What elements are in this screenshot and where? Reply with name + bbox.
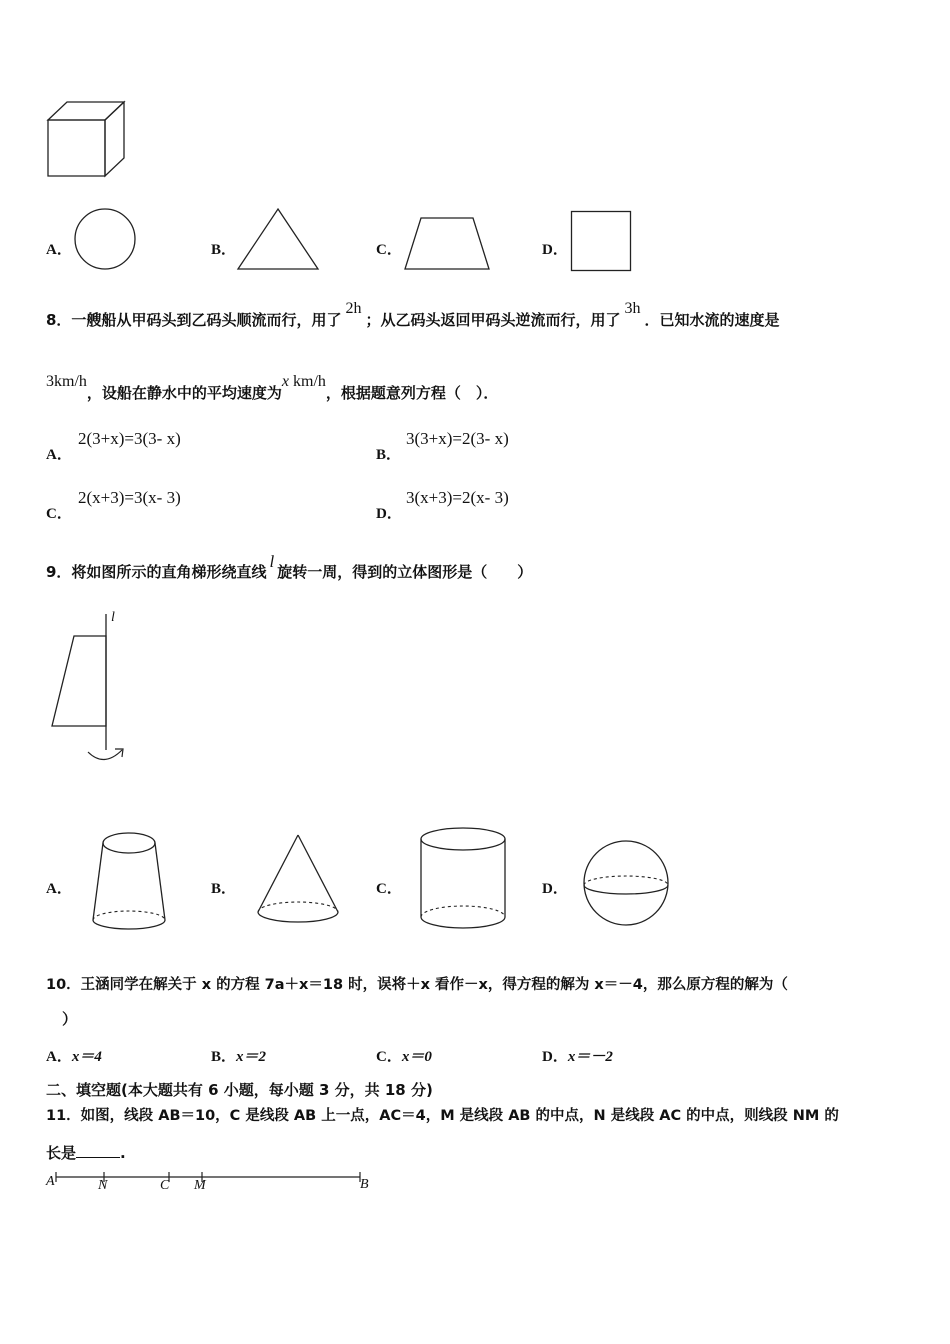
q10-option-b[interactable] (211, 1045, 266, 1066)
q11-question: 11．如图，线段 AB＝10，C 是线段 AB 上一点，AC＝4，M 是线段 AB 的中点，N 是线段 AC 的中点，则线段 NM 的 (46, 1108, 839, 1124)
q11-question-line2 (46, 1142, 126, 1163)
q9-option-c-label[interactable]: C． (376, 881, 402, 897)
q8-water-speed: 3km/h (46, 373, 87, 390)
q9-line-var: l (269, 552, 275, 571)
q8-option-a-label[interactable]: A． (46, 447, 72, 463)
q8-var-unit: km/h (293, 373, 326, 390)
cone-shape[interactable] (254, 832, 344, 928)
q8-option-a-expr[interactable]: 2(3+x)=3(3- x) (78, 429, 181, 448)
q10-option-c-label: C． (376, 1049, 402, 1065)
q10-option-c[interactable] (376, 1045, 432, 1066)
q8-text-part2: ；从乙码头返回甲码头逆流而行，用了 (365, 311, 621, 329)
q9-question (46, 552, 533, 582)
q8-option-d-label[interactable]: D． (376, 506, 402, 522)
q8-var-x: x (281, 373, 290, 390)
cube-figure (45, 98, 127, 180)
q9-option-d-label[interactable]: D． (542, 881, 568, 897)
q8-text-part5: ，根据题意列方程（ ）． (325, 384, 499, 402)
q10-option-d[interactable] (542, 1045, 613, 1066)
q8-text-part1: 8．一艘船从甲码头到乙码头顺流而行，用了 (46, 311, 342, 329)
q8-question (46, 300, 780, 330)
q8-text-part4: ，设船在静水中的平均速度为 (86, 384, 282, 402)
q9-text-part2: 旋转一周，得到的立体图形是（ ） (277, 563, 533, 581)
q10-option-a[interactable] (46, 1045, 102, 1066)
circle-shape[interactable] (74, 207, 138, 271)
right-trapezoid-figure (46, 610, 136, 770)
q10-option-d-value: x＝－2 (567, 1049, 613, 1065)
q8-option-b-label[interactable]: B． (376, 447, 402, 463)
q8-option-c-expr[interactable]: 2(x+3)=3(x- 3) (78, 488, 181, 507)
trapezoid-shape[interactable] (403, 215, 491, 273)
point-m-label: M (194, 1178, 206, 1193)
sphere-shape[interactable] (582, 838, 674, 930)
q8-option-d-expr[interactable]: 3(x+3)=2(x- 3) (406, 488, 509, 507)
point-a-label: A (46, 1174, 55, 1189)
segment-figure (46, 1168, 376, 1198)
section-title: 二、填空题(本大题共有 6 小题，每小题 3 分，共 18 分) (46, 1081, 433, 1099)
q7-option-d-label[interactable]: D． (542, 242, 568, 258)
q8-time2: 3h (624, 300, 641, 317)
q10-option-c-value: x＝0 (401, 1049, 432, 1065)
q10-question: 10．王涵同学在解关于 x 的方程 7a＋x＝18 时，误将＋x 看作－x，得方程的解为 x＝－4，那么原方程的解为（ (46, 977, 788, 993)
point-n-label: N (98, 1178, 108, 1193)
q10-option-a-value: x＝4 (71, 1049, 102, 1065)
q10-option-b-label: B． (211, 1049, 237, 1065)
q7-option-b-label[interactable]: B． (211, 242, 237, 258)
q10-question-line2: ） (62, 1010, 78, 1028)
q9-axis-label: l (111, 610, 115, 625)
q7-option-c-label[interactable]: C． (376, 242, 402, 258)
q7-option-a-label[interactable]: A． (46, 242, 72, 258)
point-b-label: B (360, 1177, 369, 1192)
frustum-shape[interactable] (90, 830, 170, 940)
point-c-label: C (160, 1178, 170, 1193)
q10-option-a-label: A． (46, 1049, 72, 1065)
q10-option-d-label: D． (542, 1049, 568, 1065)
square-shape[interactable] (570, 210, 634, 274)
q8-question-line2 (46, 373, 499, 403)
q11-text-end: . (120, 1144, 126, 1162)
q11-text-prefix: 长是 (46, 1144, 77, 1162)
answer-blank[interactable] (76, 1145, 120, 1158)
q9-option-b-label[interactable]: B． (211, 881, 237, 897)
q9-text-part1: 9．将如图所示的直角梯形绕直线 (46, 563, 267, 581)
q8-option-c-label[interactable]: C． (46, 506, 72, 522)
q9-option-a-label[interactable]: A． (46, 881, 72, 897)
q8-option-b-expr[interactable]: 3(3+x)=2(3- x) (406, 429, 509, 448)
q8-text-part3: ．已知水流的速度是 (644, 311, 780, 329)
triangle-shape[interactable] (236, 207, 320, 273)
cylinder-shape[interactable] (418, 825, 510, 933)
q10-option-b-value: x＝2 (236, 1049, 267, 1065)
q8-time1: 2h (345, 300, 362, 317)
